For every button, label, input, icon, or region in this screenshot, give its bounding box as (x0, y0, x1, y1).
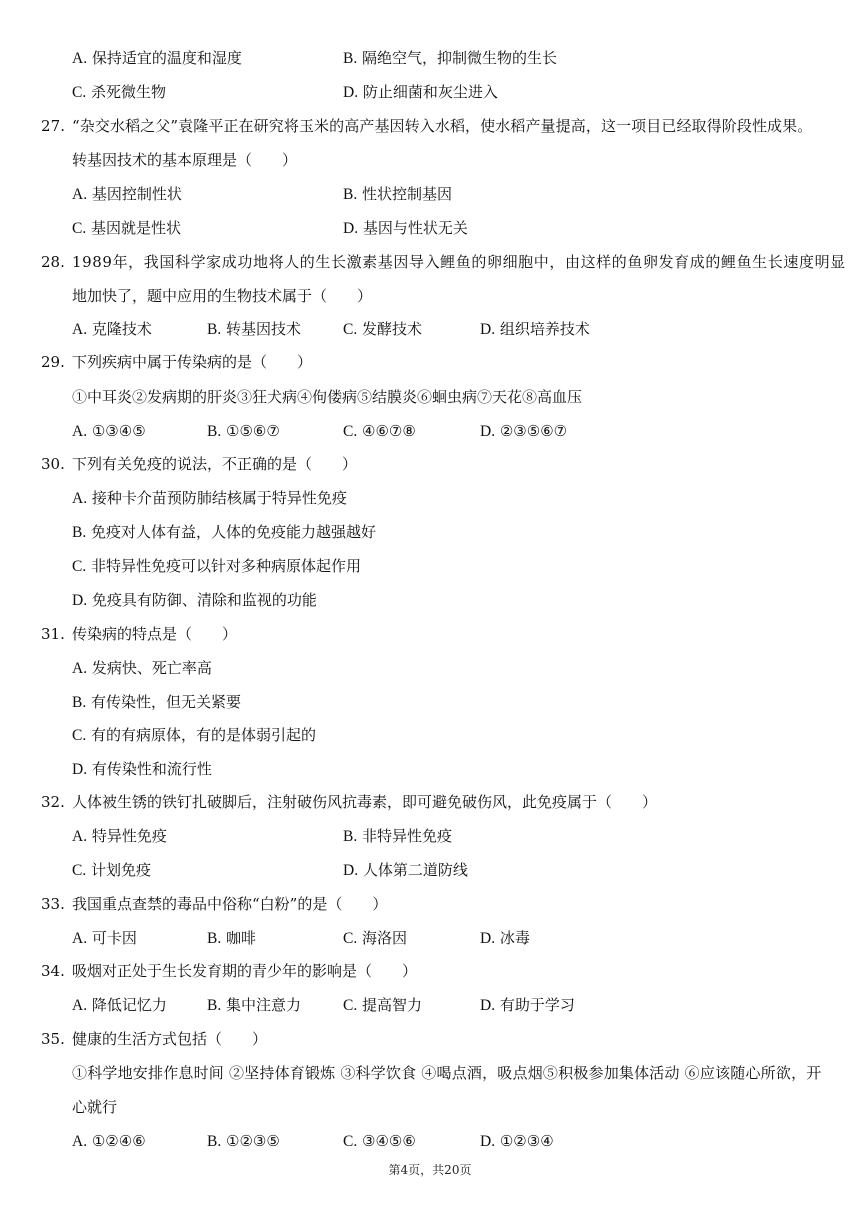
option-letter: A. (72, 828, 88, 845)
option-text: 冰毒 (499, 929, 530, 947)
q35-option-b (207, 1129, 280, 1154)
option-text: 转基因技术 (226, 320, 302, 338)
option-letter: C. (72, 862, 87, 879)
option-text: 保持适宜的温度和湿度 (91, 49, 242, 67)
question-stem: 健康的生活方式包括（ ） (72, 1030, 268, 1048)
option-letter: C. (343, 423, 358, 440)
option-letter: C. (343, 997, 358, 1014)
option-letter: B. (72, 524, 87, 541)
option-text: 克隆技术 (91, 320, 152, 338)
q34-option-a (72, 993, 167, 1018)
q32-option-c (72, 858, 151, 883)
q33-option-d (480, 926, 530, 951)
q27-option-b (343, 182, 452, 207)
q26-option-b (343, 46, 557, 71)
option-text: 特异性免疫 (91, 827, 167, 845)
q30-option-a (72, 486, 347, 511)
q27-option-d (343, 216, 468, 241)
question-stem: 下列疾病中属于传染病的是（ ） (72, 353, 313, 371)
option-text: 防止细菌和灰尘进入 (362, 83, 498, 101)
q30-option-b (72, 520, 376, 545)
option-letter: A. (72, 930, 88, 947)
option-letter: A. (72, 1133, 88, 1150)
option-text: 可卡因 (91, 929, 137, 947)
question-number: 32. (41, 793, 65, 811)
question-stem: 人体被生锈的铁钉扎破脚后，注射破伤风抗毒素，即可避免破伤风，此免疫属于（ ） (72, 793, 658, 811)
option-letter: A. (72, 186, 88, 203)
option-text: 基因与性状无关 (362, 219, 468, 237)
option-letter: C. (343, 930, 358, 947)
option-letter: A. (72, 997, 88, 1014)
question-items: ①中耳炎②发病期的肝炎③狂犬病④佝偻病⑤结膜炎⑥蛔虫病⑦天花⑧高血压 (72, 388, 583, 406)
q27-option-a (72, 182, 182, 207)
option-letter: C. (72, 84, 87, 101)
option-letter: B. (343, 186, 358, 203)
q31-option-c (72, 723, 316, 748)
q31-option-a (72, 656, 212, 681)
option-letter: C. (72, 220, 87, 237)
question-stem: 下列有关免疫的说法，不正确的是（ ） (72, 455, 358, 473)
question-stem: 吸烟对正处于生长发育期的青少年的影响是（ ） (72, 962, 418, 980)
option-letter: B. (207, 1133, 222, 1150)
option-letter: B. (343, 828, 358, 845)
q33-option-c (343, 926, 407, 951)
question-stem: 传染病的特点是（ ） (72, 625, 238, 643)
q29-option-b (207, 419, 280, 444)
q28-option-b (207, 317, 301, 342)
q33-option-a (72, 926, 137, 951)
question-stem: “杂交水稻之父”袁隆平正在研究将玉米的高产基因转入水稻，使水稻产量提高，这一项目已经取得阶段性成果。 (72, 117, 813, 135)
question-stem: 转基因技术的基本原理是（ ） (72, 151, 298, 169)
q31-option-b (72, 690, 241, 715)
q29-option-a (72, 419, 146, 444)
q26-option-d (343, 80, 498, 105)
option-text: 降低记忆力 (91, 996, 167, 1014)
q35-option-d (480, 1129, 554, 1154)
question-number: 34. (41, 962, 65, 980)
q31-option-d (72, 757, 212, 782)
option-text: 海洛因 (362, 929, 408, 947)
option-text: 有的有病原体，有的是体弱引起的 (91, 726, 317, 744)
q28-option-c (343, 317, 422, 342)
question-stem: 地加快了，题中应用的生物技术属于（ ） (72, 287, 373, 305)
option-letter: D. (72, 592, 88, 609)
q28-option-a (72, 317, 152, 342)
option-text: 发酵技术 (362, 320, 423, 338)
option-letter: D. (480, 423, 496, 440)
option-letter: D. (343, 84, 359, 101)
option-text: 基因就是性状 (91, 219, 182, 237)
option-letter: A. (72, 490, 88, 507)
option-text: 有助于学习 (499, 996, 575, 1014)
option-letter: D. (480, 997, 496, 1014)
option-letter: B. (343, 50, 358, 67)
q34-option-b (207, 993, 301, 1018)
question-number: 33. (41, 895, 65, 913)
question-stem: 我国重点查禁的毒品中俗称“白粉”的是（ ） (72, 895, 388, 913)
q28-option-d (480, 317, 590, 342)
option-text: 集中注意力 (226, 996, 302, 1014)
option-text: ②③⑤⑥⑦ (499, 422, 568, 440)
option-text: 发病快、死亡率高 (91, 659, 212, 677)
q32-option-b (343, 824, 452, 849)
option-letter: C. (343, 321, 358, 338)
q26-option-a (72, 46, 242, 71)
q29-option-c (343, 419, 416, 444)
option-letter: B. (72, 694, 87, 711)
question-number: 30. (41, 455, 65, 473)
option-text: ③④⑤⑥ (362, 1132, 416, 1150)
q30-option-d (72, 588, 317, 613)
q30-option-c (72, 554, 361, 579)
option-letter: D. (480, 930, 496, 947)
option-text: 隔绝空气，抑制微生物的生长 (362, 49, 558, 67)
option-letter: C. (72, 558, 87, 575)
question-number: 35. (41, 1030, 65, 1048)
option-text: 组织培养技术 (499, 320, 590, 338)
q27-option-c (72, 216, 181, 241)
question-items: ①科学地安排作息时间 ②坚持体育锻炼 ③科学饮食 ④喝点酒，吸点烟⑤积极参加集体活动 ⑥应该随心所欲，开 (72, 1064, 822, 1082)
option-letter: D. (343, 220, 359, 237)
option-text: 咖啡 (226, 929, 257, 947)
q29-option-d (480, 419, 567, 444)
q34-option-c (343, 993, 422, 1018)
option-letter: B. (207, 321, 222, 338)
option-text: 接种卡介苗预防肺结核属于特异性免疫 (91, 489, 347, 507)
option-letter: D. (72, 761, 88, 778)
option-letter: B. (207, 930, 222, 947)
option-text: 有传染性和流行性 (91, 760, 212, 778)
option-text: 人体第二道防线 (362, 861, 468, 879)
option-text: 免疫具有防御、清除和监视的功能 (91, 591, 317, 609)
question-items: 心就行 (72, 1098, 118, 1116)
option-text: ①②③⑤ (226, 1132, 280, 1150)
option-letter: D. (343, 862, 359, 879)
option-text: 杀死微生物 (91, 83, 167, 101)
option-letter: A. (72, 321, 88, 338)
page-footer: 第4页，共20页 (388, 1163, 472, 1177)
option-letter: A. (72, 660, 88, 677)
option-text: ④⑥⑦⑧ (362, 422, 416, 440)
question-stem: 1989年，我国科学家成功地将人的生长激素基因导入鲤鱼的卵细胞中，由这样的鱼卵发育成的鲤鱼生长速度明显 (72, 253, 846, 271)
option-text: 免疫对人体有益，人体的免疫能力越强越好 (91, 523, 377, 541)
option-letter: B. (207, 997, 222, 1014)
q34-option-d (480, 993, 575, 1018)
option-text: ①⑤⑥⑦ (226, 422, 280, 440)
option-text: ①②③④ (499, 1132, 554, 1150)
option-text: ①③④⑤ (91, 422, 146, 440)
q35-option-a (72, 1129, 146, 1154)
question-number: 31. (41, 625, 65, 643)
option-text: 提高智力 (362, 996, 423, 1014)
option-letter: C. (72, 727, 87, 744)
option-letter: D. (480, 321, 496, 338)
option-text: 非特异性免疫 (362, 827, 453, 845)
option-letter: D. (480, 1133, 496, 1150)
question-number: 28. (41, 253, 65, 271)
option-text: 计划免疫 (91, 861, 152, 879)
option-text: 非特异性免疫可以针对多种病原体起作用 (91, 557, 362, 575)
option-text: 有传染性，但无关紧要 (91, 693, 242, 711)
option-text: 性状控制基因 (362, 185, 453, 203)
q33-option-b (207, 926, 256, 951)
option-text: ①②④⑥ (91, 1132, 146, 1150)
q32-option-d (343, 858, 468, 883)
option-letter: B. (207, 423, 222, 440)
q32-option-a (72, 824, 167, 849)
question-number: 29. (41, 353, 65, 371)
option-text: 基因控制性状 (91, 185, 182, 203)
option-letter: A. (72, 423, 88, 440)
q35-option-c (343, 1129, 416, 1154)
option-letter: C. (343, 1133, 358, 1150)
question-number: 27. (41, 117, 66, 135)
option-letter: A. (72, 50, 88, 67)
q26-option-c (72, 80, 166, 105)
